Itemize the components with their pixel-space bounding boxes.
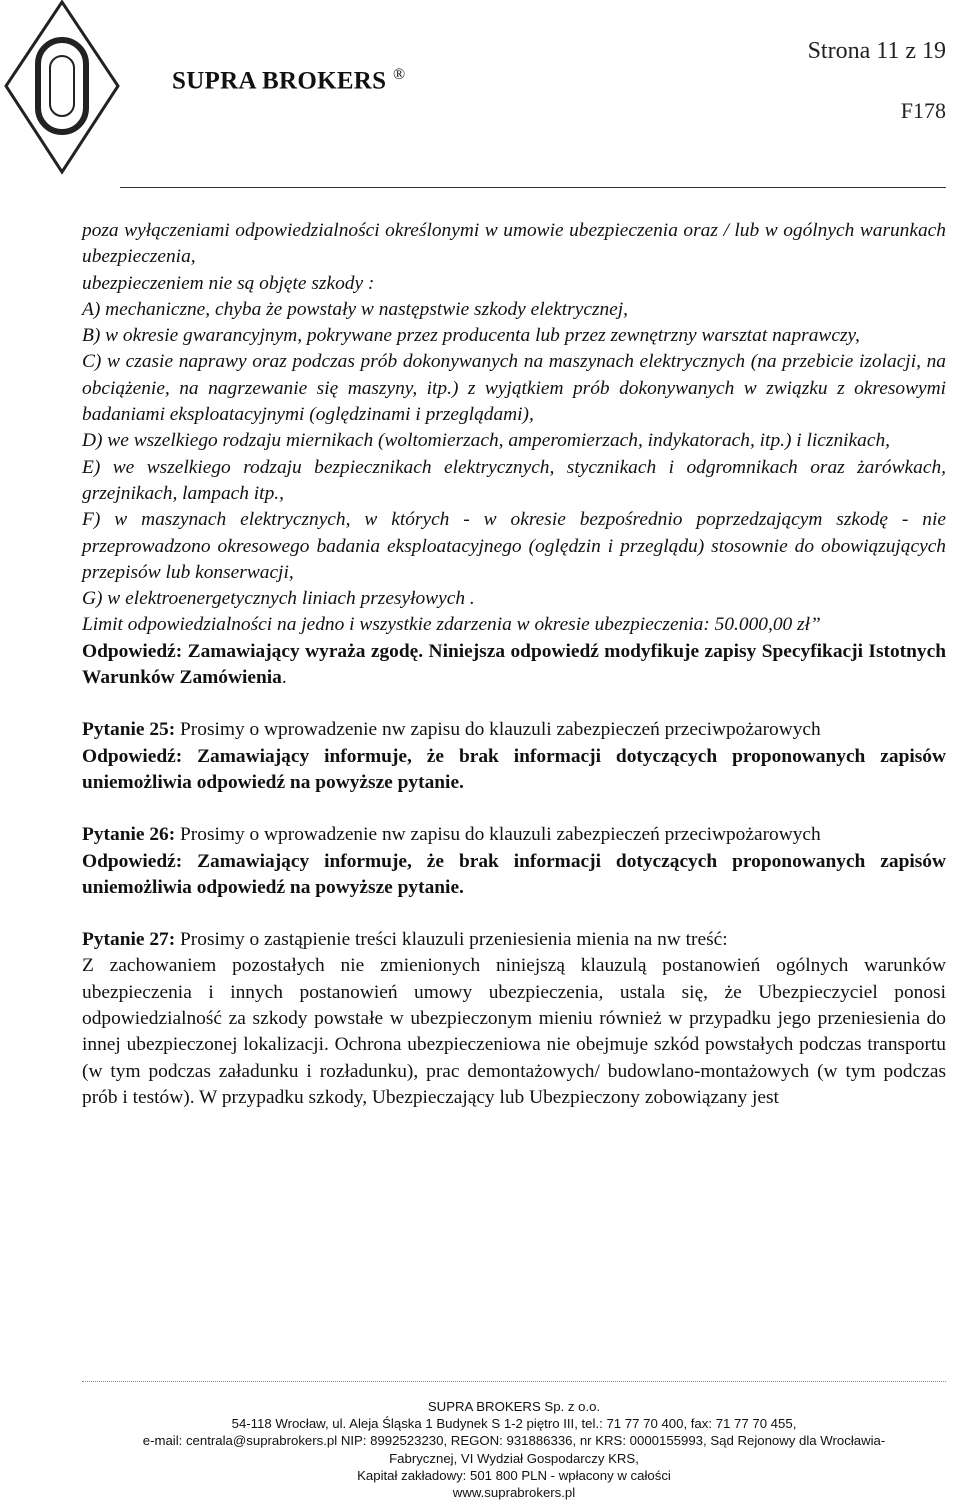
- footer-company: SUPRA BROKERS Sp. z o.o.: [427, 1399, 601, 1414]
- page-number: Strona 11 z 19: [807, 38, 946, 64]
- form-code: F178: [900, 98, 946, 123]
- footer-registration: e-mail: centrala@suprabrokers.pl NIP: 8992523230, REGON: 931886336, nr KRS: 0000155993, Sąd Rejonowy dla Wrocławia-: [142, 1433, 886, 1449]
- liability-limit: Limit odpowiedzialności na jedno i wszystkie zdarzenia w okresie ubezpieczenia: 50.000,00 zł”: [82, 614, 821, 636]
- registered-mark: ®: [392, 66, 406, 83]
- document-body: [82, 218, 946, 1111]
- header-divider: [120, 187, 946, 188]
- footer-divider: [82, 1381, 946, 1382]
- question-27-paragraph: Z zachowaniem pozostałych nie zmienionych niniejszą klauzulą postanowień ogólnych warunków ubezpieczenia i innych postanowień umowy ubezpieczenia, ustala się, że Ubezpieczyciel ponosi odpowiedzialność za szkody powstałe w ubezpieczonym mieniu również w przypadku jego przeniesienia do innej ubezpieczonej lokalizacji. Ochrona ubezpieczeniowa nie obejmuje szkód powstałych podczas transportu (w tym podczas załadunku i rozładunku), prac demontażowych/ budowlano-montażowych (w tym podczas prób i testów). W przypadku szkody, Ubezpieczający lub Ubezpieczony zobowiązany jest: [82, 955, 946, 1108]
- footer-address: 54-118 Wrocław, ul. Aleja Śląska 1 Budynek S 1-2 piętro III, tel.: 71 77 70 400, fax: 71 77 70 455,: [231, 1416, 797, 1432]
- answer-25: Odpowiedź: Zamawiający informuje, że brak informacji dotyczących proponowanych zapisów uniemożliwia odpowiedź na powyższe pytanie.: [82, 745, 946, 793]
- exclusion-d: D) we wszelkiego rodzaju miernikach (woltomierzach, amperomierzach, indykatorach, itp.) i licznikach,: [82, 430, 890, 452]
- footer-court: Fabrycznej, VI Wydział Gospodarczy KRS,: [389, 1450, 639, 1466]
- brand-name: SUPRA BROKERS ®: [172, 66, 406, 95]
- footer-capital: Kapitał zakładowy: 501 800 PLN - wpłacony w całości: [357, 1467, 671, 1483]
- exclusions-lead: ubezpieczeniem nie są objęte szkody :: [82, 272, 375, 294]
- exclusion-e: E) we wszelkiego rodzaju bezpiecznikach elektrycznych, stycznikach i odgromnikach oraz żarówkach, grzejnikach, lampach itp.,: [82, 456, 946, 504]
- company-logo: [0, 0, 120, 190]
- exclusion-f: F) w maszynach elektrycznych, w których - w okresie bezpośrednio poprzedzającym szkodę - nie przeprowadzono okresowego badania eksploatacyjnego (oględzin i przeglądu) stosownie do obowiązujących przepisów lub konserwacji,: [82, 509, 946, 583]
- exclusion-g: G) w elektroenergetycznych liniach przesyłowych .: [82, 588, 475, 610]
- exclusion-b: B) w okresie gwarancyjnym, pokrywane przez producenta lub przez zewnętrzny warsztat naprawczy,: [82, 325, 860, 347]
- question-27: Pytanie 27: Prosimy o zastąpienie treści klauzuli przeniesienia mienia na nw treść:: [82, 929, 728, 951]
- question-26: Pytanie 26: Prosimy o wprowadzenie nw zapisu do klauzuli zabezpieczeń przeciwpożarowych: [82, 824, 821, 846]
- exclusion-a: A) mechaniczne, chyba że powstały w następstwie szkody elektrycznej,: [82, 298, 629, 320]
- exclusions-intro: poza wyłączeniami odpowiedzialności określonymi w umowie ubezpieczenia oraz / lub w ogólnych warunkach ubezpieczenia,: [82, 220, 946, 268]
- footer: [82, 1398, 946, 1501]
- question-25: Pytanie 25: Prosimy o wprowadzenie nw zapisu do klauzuli zabezpieczeń przeciwpożarowych: [82, 719, 821, 741]
- answer-26: Odpowiedź: Zamawiający informuje, że brak informacji dotyczących proponowanych zapisów uniemożliwia odpowiedź na powyższe pytanie.: [82, 850, 946, 898]
- footer-website: www.suprabrokers.pl: [452, 1485, 576, 1501]
- answer-24: Odpowiedź: Zamawiający wyraża zgodę. Niniejsza odpowiedź modyfikuje zapisy Specyfikacji Istotnych Warunków Zamówienia.: [82, 640, 946, 689]
- exclusion-c: C) w czasie naprawy oraz podczas prób dokonywanych na maszynach elektrycznych (na przebicie izolacji, na obciążenie, na nagrzewanie się maszyny, itp.) z wyjątkiem prób dokonywanych w związku z okresowymi badaniami eksploatacyjnymi (oględzinami i przeglądami),: [82, 351, 946, 426]
